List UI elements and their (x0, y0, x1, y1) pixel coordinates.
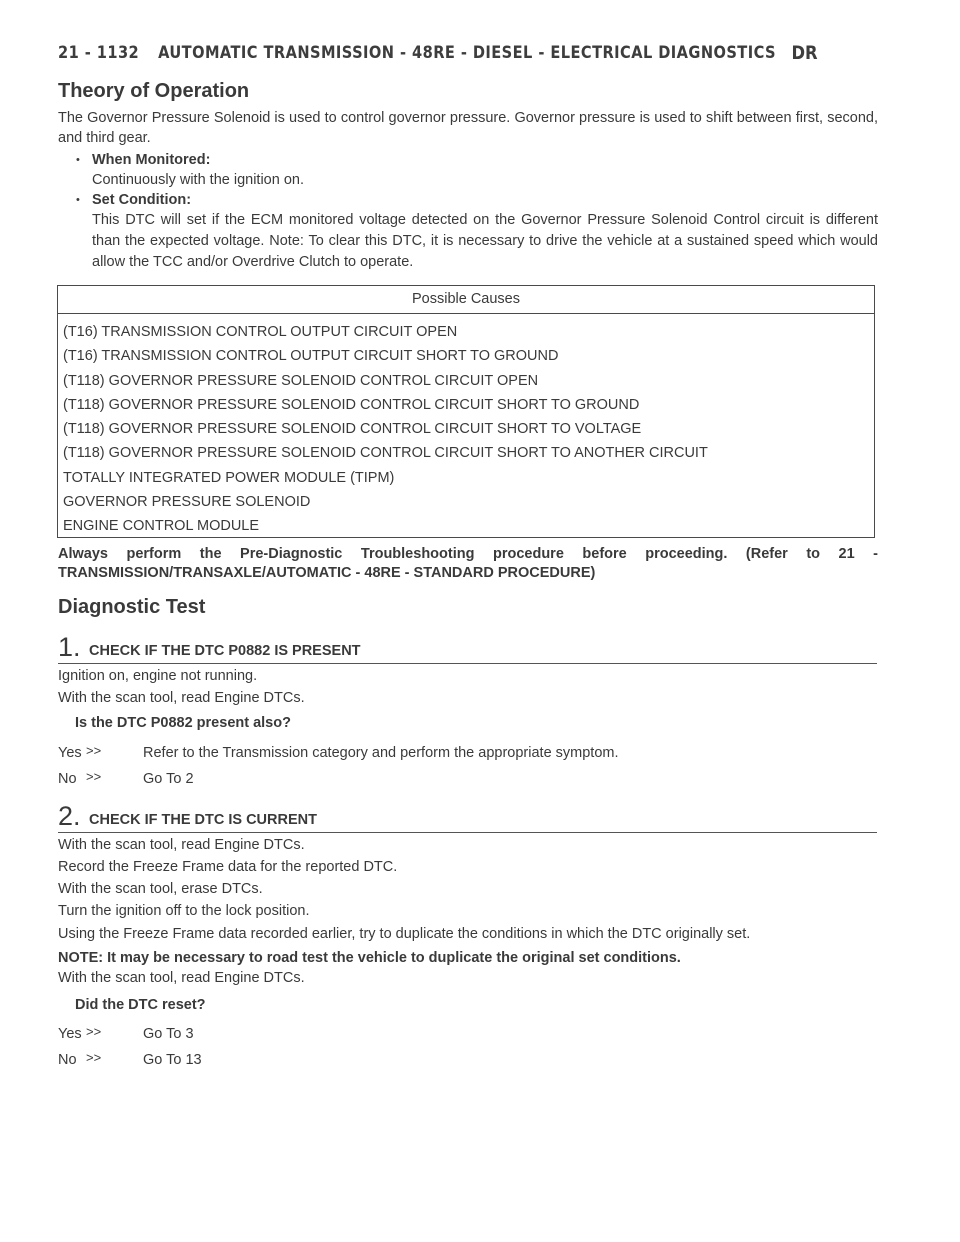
pre-diagnostic-note: Always perform the Pre-Diagnostic Troubleshooting procedure before proceeding. (Refer to 21 - TRANSMISSION/TRANSAXLE/AUTOMATIC - 48RE - STANDARD PROCEDURE) (58, 546, 878, 581)
header-title: AUTOMATIC TRANSMISSION - 48RE - DIESEL - ELECTRICAL DIAGNOSTICS (158, 43, 776, 63)
step-1-question: Is the DTC P0882 present also? (75, 715, 291, 731)
cause-item: (T16) TRANSMISSION CONTROL OUTPUT CIRCUIT OPEN (63, 324, 458, 340)
step-1-line: Ignition on, engine not running. (58, 668, 258, 684)
arrow-icon: >> (86, 1050, 102, 1065)
step-number: 1. (58, 632, 81, 662)
yes-label: Yes (58, 745, 82, 761)
step-2-line: With the scan tool, read Engine DTCs. (58, 970, 305, 986)
no-label: No (58, 1052, 77, 1068)
step-2-line: Using the Freeze Frame data recorded earlier, try to duplicate the conditions in which the DTC originally set. (58, 926, 751, 942)
step-1-line: With the scan tool, read Engine DTCs. (58, 690, 305, 706)
step-number: 2. (58, 801, 81, 831)
no-action: Go To 13 (143, 1052, 202, 1068)
yes-label: Yes (58, 1026, 82, 1042)
set-condition-label: Set Condition: (92, 192, 192, 208)
set-condition-text: This DTC will set if the ECM monitored voltage detected on the Governor Pressure Solenoid Control circuit is different than the expected voltage. Note: To clear this DTC, it is necessary to drive the vehicle at a sustained speed which would allow the TCC and/or Overdrive Clutch to operate. (92, 212, 878, 270)
step-1-yes-answer (58, 743, 619, 761)
step-2-no-answer (58, 1050, 202, 1068)
possible-causes-heading: Possible Causes (58, 286, 874, 314)
step-title: CHECK IF THE DTC IS CURRENT (89, 812, 317, 828)
no-label: No (58, 771, 77, 787)
diagnostic-test-heading: Diagnostic Test (58, 596, 206, 618)
bullet-icon: • (76, 154, 80, 166)
cause-item: TOTALLY INTEGRATED POWER MODULE (TIPM) (63, 469, 395, 486)
when-monitored-text: Continuously with the ignition on. (92, 172, 304, 188)
cause-item: (T118) GOVERNOR PRESSURE SOLENOID CONTROL CIRCUIT SHORT TO ANOTHER CIRCUIT (63, 445, 708, 462)
theory-intro: The Governor Pressure Solenoid is used to control governor pressure. Governor pressure is used to shift between first, second, and third gear. (58, 110, 878, 146)
cause-item: (T118) GOVERNOR PRESSURE SOLENOID CONTROL CIRCUIT SHORT TO VOLTAGE (63, 421, 642, 438)
page-header (58, 40, 818, 66)
step-1-header (58, 633, 877, 664)
brand-mark: DR (791, 42, 818, 64)
step-1-no-answer (58, 769, 194, 787)
step-title: CHECK IF THE DTC P0882 IS PRESENT (89, 643, 361, 659)
theory-heading: Theory of Operation (58, 80, 250, 102)
step-2-line: Record the Freeze Frame data for the reported DTC. (58, 859, 398, 875)
cause-item: (T118) GOVERNOR PRESSURE SOLENOID CONTROL CIRCUIT OPEN (63, 372, 539, 389)
cause-item: (T16) TRANSMISSION CONTROL OUTPUT CIRCUIT SHORT TO GROUND (63, 348, 559, 365)
possible-causes-table (57, 285, 875, 538)
yes-action: Go To 3 (143, 1026, 194, 1042)
cause-item: ENGINE CONTROL MODULE (63, 518, 260, 535)
step-2-line: With the scan tool, read Engine DTCs. (58, 837, 305, 853)
yes-action: Refer to the Transmission category and perform the appropriate symptom. (143, 745, 619, 761)
arrow-icon: >> (86, 769, 102, 784)
step-2-line: With the scan tool, erase DTCs. (58, 881, 263, 897)
when-monitored-label: When Monitored: (92, 152, 211, 168)
step-2-header (58, 802, 877, 833)
page-number: 21 - 1132 (58, 43, 140, 63)
step-2-note: NOTE: It may be necessary to road test the vehicle to duplicate the original set conditions. (58, 950, 681, 966)
cause-item: GOVERNOR PRESSURE SOLENOID (63, 494, 311, 511)
step-2-line: Turn the ignition off to the lock position. (58, 903, 310, 919)
possible-causes-list (58, 314, 874, 539)
cause-item: (T118) GOVERNOR PRESSURE SOLENOID CONTROL CIRCUIT SHORT TO GROUND (63, 396, 640, 413)
bullet-icon: • (76, 194, 80, 206)
arrow-icon: >> (86, 743, 102, 758)
step-2-question: Did the DTC reset? (75, 997, 206, 1013)
arrow-icon: >> (86, 1024, 102, 1039)
step-2-yes-answer (58, 1024, 194, 1042)
no-action: Go To 2 (143, 771, 194, 787)
